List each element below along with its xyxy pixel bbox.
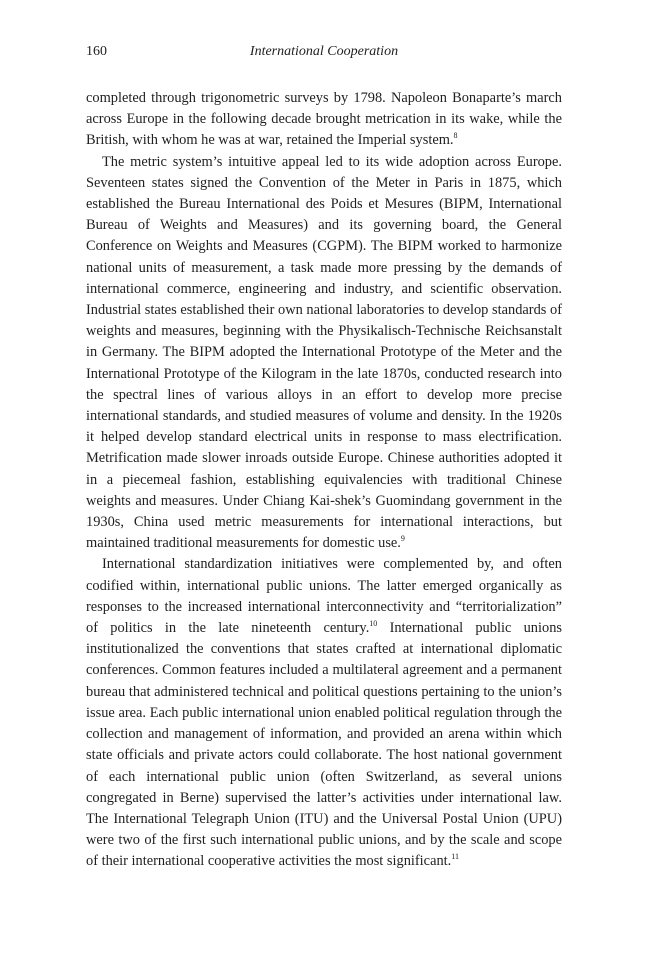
paragraph (86, 88, 562, 152)
paragraph-text: International standardization initiatives were complemented by, and often codified within, international public unions. The latter emerged organically as responses to the increased international interconnectivity and “territorialization” of politics in the late nineteenth century. (86, 556, 562, 637)
paragraph-text: completed through trigonometric surveys by 1798. Napoleon Bonaparte’s march across Europe in the following decade brought metrication in its wake, while the British, with whom he was at war, retained the Imperial system. (86, 90, 562, 149)
footnote-reference[interactable]: 9 (400, 534, 405, 544)
body-text (86, 88, 562, 873)
footnote-reference[interactable]: 10 (369, 619, 378, 629)
paragraph (86, 554, 562, 872)
footnote-reference[interactable]: 8 (453, 131, 458, 141)
page-number: 160 (86, 44, 107, 59)
running-title: International Cooperation (249, 44, 399, 59)
running-header (86, 44, 562, 66)
paragraph-text: The metric system’s intuitive appeal led to its wide adoption across Europe. Seventeen states signed the Convention of the Meter in Paris in 1875, which established the Bureau International des Poids et Mesures (BIPM, International Bureau of Weights and Measures) and its governing board, the General Conference on Weights and Measures (CGPM). The BIPM worked to harmonize national units of measurement, a task made more pressing by the demands of international commerce, engineering and industry, and scientific observation. Industrial states established their own national laboratories to develop standards of weights and measures, beginning with the Physikalisch-Technische Reichsanstalt in Germany. The BIPM adopted the International Prototype of the Meter and the International Prototype of the Kilogram in the late 1870s, conducted research into the spectral lines of various alloys in an effort to develop more precise international standards, and studied measures of volume and density. In the 1920s it helped develop standard electrical units in response to mass electrification. Metrification made slower inroads outside Europe. Chinese authorities adopted it in a piecemeal fashion, establishing equivalencies with traditional Chinese weights and measures. Under Chiang Kai-shek’s Guomindang government in the 1930s, China used metric measurements for international interactions, but maintained traditional measurements for domestic use. (86, 153, 562, 552)
footnote-reference[interactable]: 11 (451, 852, 459, 862)
paragraph (86, 152, 562, 555)
paragraph-text: International public unions institutionalized the conventions that states crafted at international diplomatic conferences. Common features included a multilateral agreement and a permanent bureau that administered technical and political questions pertaining to the union’s issue area. Each public international union enabled political regulation through the collection and management of information, and provided an arena within which state officials and private actors could collaborate. The host national government of each international public union (often Switzerland, as several unions congregated in Berne) supervised the latter’s activities under international law. The International Telegraph Union (ITU) and the Universal Postal Union (UPU) were two of the first such international public unions, and by the scale and scope of their international cooperative activities the most significant. (86, 620, 562, 870)
